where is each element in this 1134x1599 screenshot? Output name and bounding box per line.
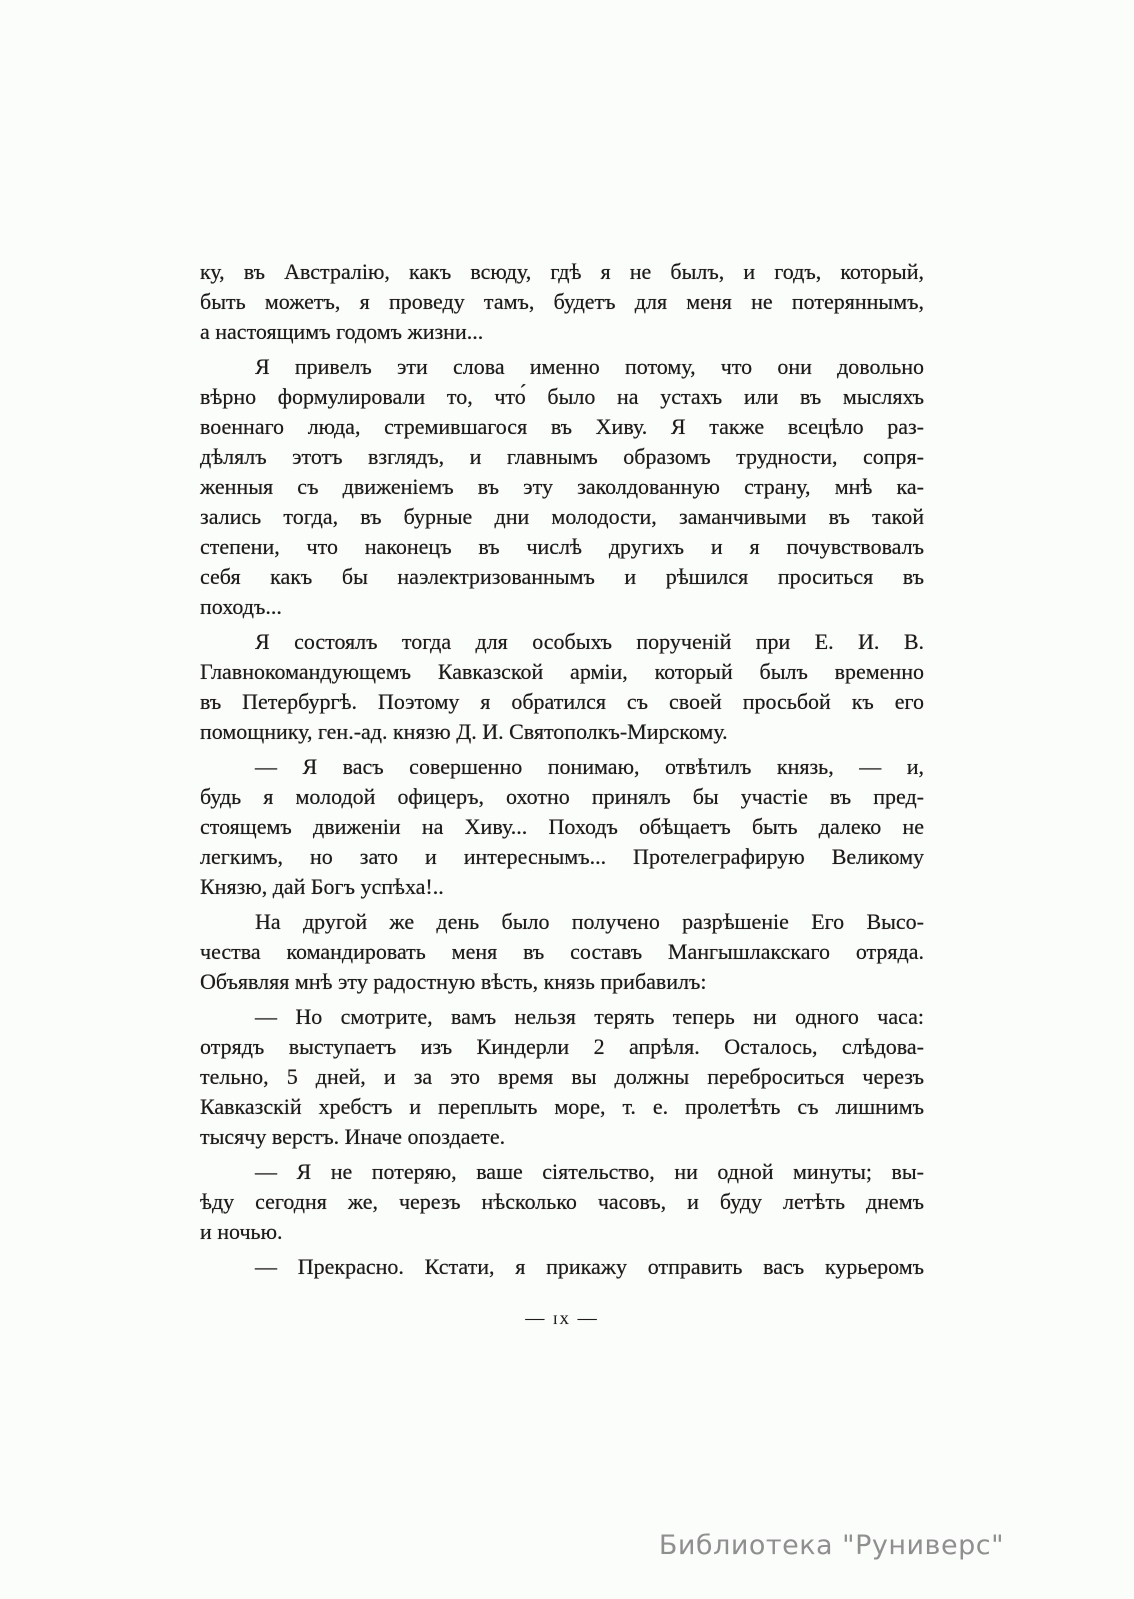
text-line: На другой же день было получено разрѣшеніе Его Высо- xyxy=(255,909,924,934)
text-line: стоящемъ движеніи на Хиву... Походъ обѣщаетъ быть далеко не xyxy=(200,814,924,839)
paragraph xyxy=(200,1157,924,1247)
text-line: Я состоялъ тогда для особыхъ порученій при Е. И. В. xyxy=(255,629,924,654)
text-line: отрядъ выступаетъ изъ Киндерли 2 апрѣля. Осталось, слѣдова- xyxy=(200,1034,924,1059)
paragraph xyxy=(200,1252,924,1282)
text-line: Князю, дай Богъ успѣха!.. xyxy=(200,874,444,899)
text-line: Кавказскій хребстъ и переплыть море, т. е. пролетѣть съ лишнимъ xyxy=(200,1094,924,1119)
text-line: зались тогда, въ бурные дни молодости, заманчивыми въ такой xyxy=(200,504,924,529)
paragraph xyxy=(200,627,924,747)
text-line: и ночью. xyxy=(200,1219,283,1244)
text-line: тельно, 5 дней, и за это время вы должны переброситься черезъ xyxy=(200,1064,924,1089)
text-line: будь я молодой офицеръ, охотно принялъ бы участіе въ пред- xyxy=(200,784,924,809)
text-block xyxy=(200,257,924,1282)
text-line: себя какъ бы наэлектризованнымъ и рѣшился проситься въ xyxy=(200,564,924,589)
text-line: быть можетъ, я проведу тамъ, будетъ для меня не потеряннымъ, xyxy=(200,289,924,314)
text-line: — Я васъ совершенно понимаю, отвѣтилъ князь, — и, xyxy=(255,754,924,779)
text-line: дѣлялъ этотъ взглядъ, и главнымъ образомъ трудности, сопря- xyxy=(200,444,924,469)
text-line: — Я не потеряю, ваше сіятельство, ни одной минуты; вы- xyxy=(255,1159,924,1184)
paragraph xyxy=(200,1002,924,1152)
text-line: помощнику, ген.-ад. князю Д. И. Святополкъ-Мирскому. xyxy=(200,719,728,744)
text-line: женныя съ движеніемъ въ эту заколдованную страну, мнѣ ка- xyxy=(200,474,924,499)
text-line: тысячу верстъ. Иначе опоздаете. xyxy=(200,1124,506,1149)
paragraph xyxy=(200,352,924,622)
text-line: вѣрно формулировали то, что́ было на устахъ или въ мысляхъ xyxy=(200,384,924,409)
text-line: въ Петербургѣ. Поэтому я обратился съ своей просьбой къ его xyxy=(200,689,924,714)
text-line: степени, что наконецъ въ числѣ другихъ и я почувствовалъ xyxy=(200,534,924,559)
paragraph xyxy=(200,907,924,997)
text-line: ѣду сегодня же, черезъ нѣсколько часовъ, и буду летѣть днемъ xyxy=(200,1189,924,1214)
page-number: — ix — xyxy=(525,1308,599,1329)
text-line: Главнокомандующемъ Кавказской арміи, который былъ временно xyxy=(200,659,924,684)
text-line: ку, въ Австралію, какъ всюду, гдѣ я не былъ, и годъ, который, xyxy=(200,259,924,284)
text-line: а настоящимъ годомъ жизни... xyxy=(200,319,484,344)
library-watermark: Библиотека "Руниверс" xyxy=(658,1530,1004,1561)
text-line: — Прекрасно. Кстати, я прикажу отправить васъ курьеромъ xyxy=(255,1254,924,1279)
text-line: походъ... xyxy=(200,594,282,619)
paragraph xyxy=(200,752,924,902)
text-line: — Но смотрите, вамъ нельзя терять теперь ни одного часа: xyxy=(255,1004,924,1029)
paragraph xyxy=(200,257,924,347)
text-line: военнаго люда, стремившагося въ Хиву. Я также всецѣло раз- xyxy=(200,414,924,439)
text-line: легкимъ, но зато и интереснымъ... Протелеграфирую Великому xyxy=(200,844,924,869)
text-line: Объявляя мнѣ эту радостную вѣсть, князь прибавилъ: xyxy=(200,969,707,994)
text-line: чества командировать меня въ составъ Мангышлакскаго отряда. xyxy=(200,939,924,964)
text-line: Я привелъ эти слова именно потому, что они довольно xyxy=(255,354,924,379)
